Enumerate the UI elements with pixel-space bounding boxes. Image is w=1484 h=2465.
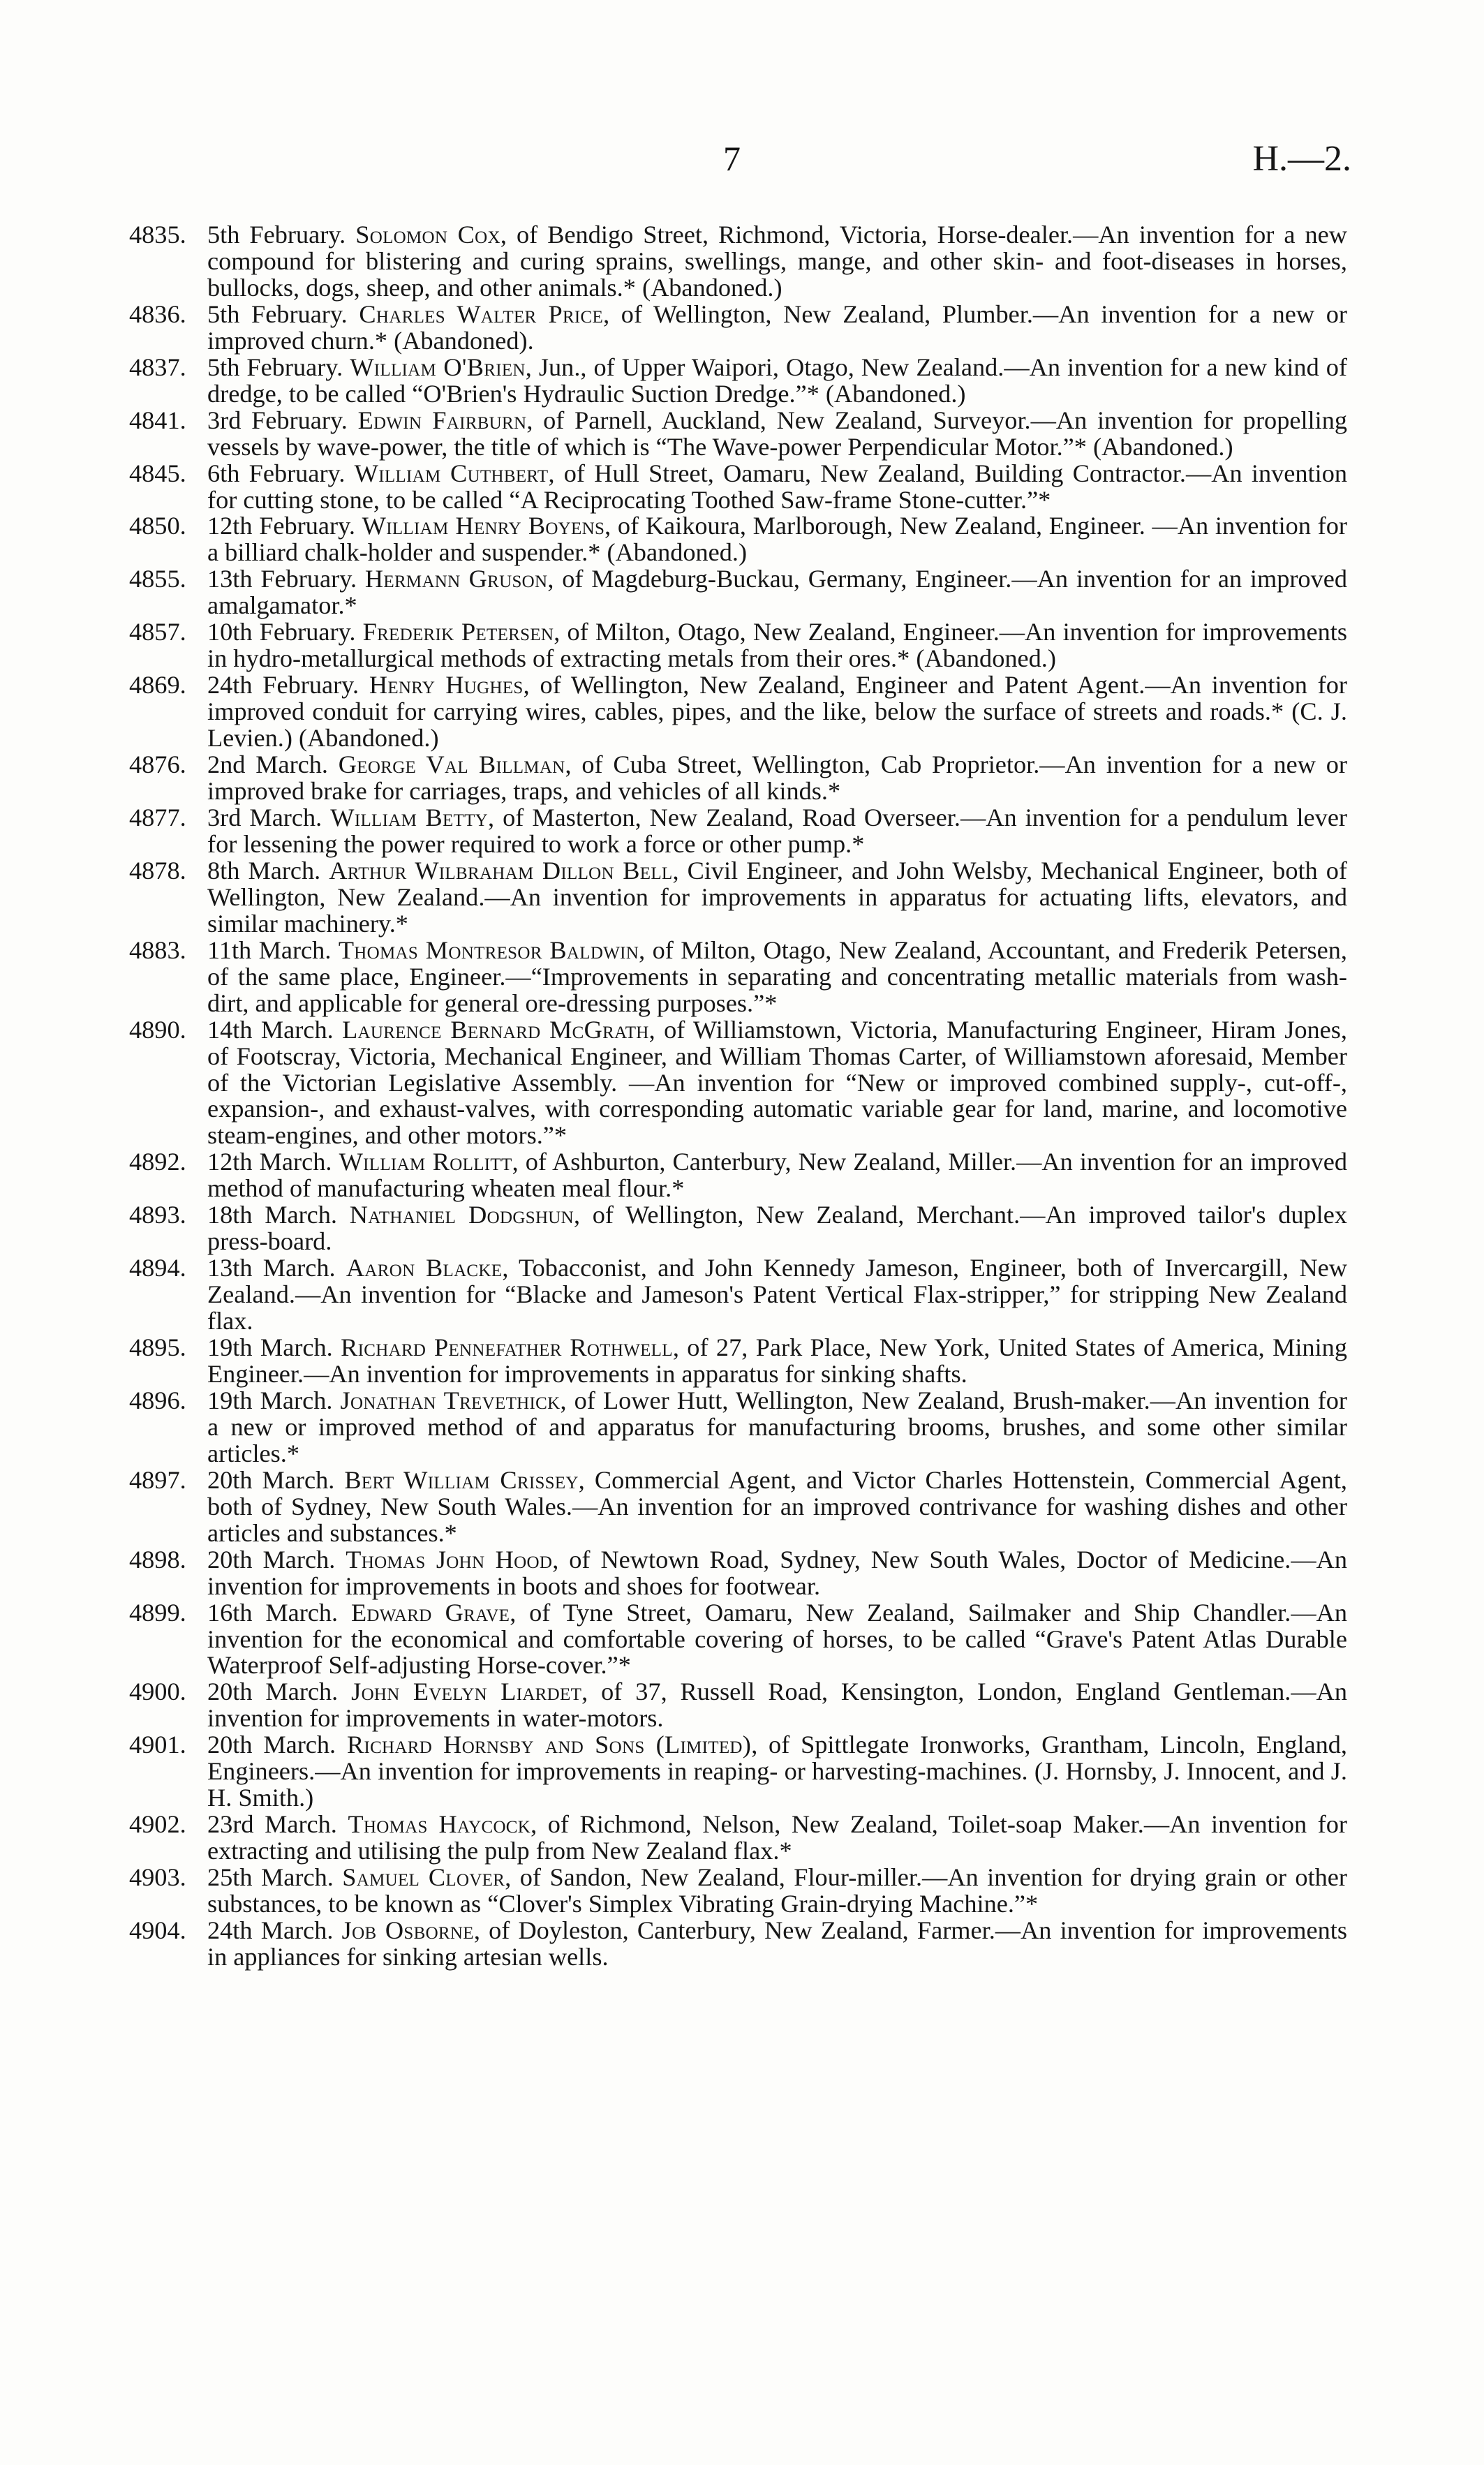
applicant-name: William Cuthbert	[354, 459, 549, 487]
entry-date: 16th March.	[207, 1598, 339, 1627]
entry-description: , of Wellington, New Zealand, Engineer and Patent Agent.—An invention for improved conduit for carrying wires, cables, pipes, and the like, below the surface of streets and roads.* (C. J. Levien.) (Abandoned.)	[207, 671, 1347, 753]
entry-date: 24th February.	[207, 671, 359, 699]
applicant-name: Thomas Haycock	[348, 1810, 531, 1839]
applicant-name: Job Osborne	[341, 1916, 474, 1944]
entry-date: 20th March.	[207, 1545, 336, 1574]
entry-description: , of Tyne Street, Oamaru, New Zealand, Sailmaker and Ship Chandler.—An invention for the economical and comfortable covering of horses, to be called “Grave's Patent Atlas Durable Waterproof Self-adjusting Horse-cover.”*	[207, 1598, 1347, 1680]
entry-date: 10th February.	[207, 618, 356, 646]
applicant-name: William O'Brien	[350, 353, 526, 381]
entry-number: 4836.	[129, 299, 186, 328]
entry-number: 4890.	[129, 1015, 186, 1044]
entry-description: , of Richmond, Nelson, New Zealand, Toilet-soap Maker.—An invention for extracting and utilising the pulp from New Zealand flax.*	[207, 1810, 1348, 1865]
entry-date: 13th February.	[207, 565, 357, 593]
patent-entry	[129, 1865, 1347, 1918]
patent-entry	[129, 1732, 1347, 1812]
patent-entry	[129, 1679, 1347, 1732]
patent-entry	[129, 1202, 1347, 1255]
entry-number: 4835.	[129, 221, 186, 249]
patent-entry	[129, 672, 1347, 752]
patent-entry	[129, 935, 1348, 1017]
entry-description: , of Wellington, New Zealand, Plumber.—An invention for a new or improved churn.* (Abandoned).	[207, 299, 1347, 355]
applicant-name: Laurence Bernard McGrath	[342, 1015, 649, 1044]
entry-description: , of Lower Hutt, Wellington, New Zealand, Brush-maker.—An invention for a new or improved method of and apparatus for manufacturing brooms, brushes, and some other similar articles.*	[207, 1386, 1347, 1467]
entry-date: 12th February.	[207, 512, 355, 540]
entry-number: 4883.	[129, 935, 186, 964]
entry-description: , of Kaikoura, Marlborough, New Zealand, Engineer. —An invention for a billiard chalk-holder and suspender.* (Abandoned.)	[207, 512, 1347, 567]
applicant-name: Richard Pennefather Rothwell	[341, 1333, 673, 1362]
patent-entry	[129, 1547, 1347, 1600]
entry-date: 14th March.	[207, 1015, 334, 1044]
entry-number: 4901.	[129, 1731, 186, 1759]
entry-number: 4895.	[129, 1333, 186, 1362]
applicant-name: Thomas Montresor Baldwin	[338, 935, 639, 964]
patent-entry	[129, 619, 1347, 672]
applicant-name: Richard Hornsby and Sons (Limited)	[346, 1731, 752, 1759]
entry-date: 8th March.	[207, 856, 321, 884]
patent-entry	[129, 1812, 1347, 1865]
entry-description: , Commercial Agent, and Victor Charles Hottenstein, Commercial Agent, both of Sydney, New South Wales.—An invention for an improved contrivance for washing dishes and other articles and substances.*	[207, 1465, 1347, 1547]
patent-entry	[129, 1017, 1347, 1150]
patent-entry	[129, 461, 1347, 514]
entry-number: 4896.	[129, 1386, 186, 1414]
entry-date: 20th March.	[207, 1678, 339, 1706]
entry-date: 13th March.	[207, 1254, 336, 1282]
patent-entry	[129, 1918, 1347, 1971]
patent-entry	[129, 1335, 1347, 1388]
entry-date: 5th February.	[207, 221, 346, 249]
patent-entry	[129, 408, 1347, 461]
applicant-name: Bert William Crissey	[344, 1465, 579, 1494]
entry-number: 4878.	[129, 856, 186, 884]
entry-description: , of Milton, Otago, New Zealand, Accountant, and Frederik Petersen, of the same place, Engineer.—“Improvements in separating and concentrating metallic materials from wash-dirt, and applicable for general ore-dressing purposes.”*	[207, 935, 1348, 1017]
entry-description: , of Williamstown, Victoria, Manufacturing Engineer, Hiram Jones, of Footscray, Victoria, Mechanical Engineer, and William Thomas Carter, of Williamstown aforesaid, Member of the Victorian Legislative Assembly. —An invention for “New or improved combined supply-, cut-off-, expansion-, and exhaust-valves, with corresponding automatic variable gear for land, marine, and locomotive steam-engines, and other motors.”*	[207, 1015, 1347, 1150]
entry-description: , Tobacconist, and John Kennedy Jameson, Engineer, both of Invercargill, New Zealand.—An invention for “Blacke and Jameson's Patent Vertical Flax-stripper,” for stripping New Zealand flax.	[207, 1254, 1348, 1335]
entry-number: 4894.	[129, 1254, 186, 1282]
entry-description: , Jun., of Upper Waipori, Otago, New Zealand.—An invention for a new kind of dredge, to be called “O'Brien's Hydraulic Suction Dredge.”* (Abandoned.)	[207, 353, 1347, 408]
applicant-name: Frederik Petersen	[362, 618, 554, 646]
entry-description: , of Parnell, Auckland, New Zealand, Surveyor.—An invention for propelling vessels by wave-power, the title of which is “The Wave-power Perpendicular Motor.”* (Abandoned.)	[207, 406, 1348, 461]
applicant-name: Edward Grave	[350, 1598, 510, 1627]
patent-entry	[129, 1149, 1347, 1202]
entry-number: 4869.	[129, 671, 186, 699]
entry-description: , of Cuba Street, Wellington, Cab Proprietor.—An invention for a new or improved brake for carriages, traps, and vehicles of all kinds.*	[207, 750, 1347, 806]
applicant-name: William Henry Boyens	[362, 512, 605, 540]
entry-date: 19th March.	[207, 1333, 333, 1362]
entry-number: 4877.	[129, 803, 186, 831]
applicant-name: Solomon Cox	[355, 221, 500, 249]
entry-number: 4850.	[129, 512, 186, 540]
entry-number: 4902.	[129, 1810, 186, 1839]
patent-entry	[129, 355, 1347, 408]
entry-number: 4876.	[129, 750, 186, 779]
entry-date: 11th March.	[207, 935, 332, 964]
entry-description: , of Ashburton, Canterbury, New Zealand, Miller.—An invention for an improved method of manufacturing wheaten meal flour.*	[207, 1148, 1347, 1203]
entry-date: 3rd March.	[207, 803, 322, 831]
applicant-name: William Betty	[330, 803, 489, 831]
patent-entry	[129, 1388, 1347, 1467]
entry-date: 6th February.	[207, 459, 346, 487]
applicant-name: Nathaniel Dodgshun	[349, 1201, 574, 1229]
entry-date: 5th February.	[207, 353, 343, 381]
entry-date: 3rd February.	[207, 406, 348, 434]
entry-description: , of 27, Park Place, New York, United States of America, Mining Engineer.—An invention for improvements in apparatus for sinking shafts.	[207, 1333, 1347, 1388]
entry-date: 18th March.	[207, 1201, 338, 1229]
patent-entry	[129, 1255, 1347, 1335]
entry-date: 2nd March.	[207, 750, 329, 779]
entry-number: 4857.	[129, 618, 186, 646]
entry-description: , of Sandon, New Zealand, Flour-miller.—An invention for drying grain or other substances, to be known as “Clover's Simplex Vibrating Grain-drying Machine.”*	[207, 1863, 1348, 1918]
entry-number: 4841.	[129, 406, 186, 434]
entry-date: 20th March.	[207, 1465, 335, 1494]
entry-date: 12th March.	[207, 1148, 332, 1176]
entry-description: , of Wellington, New Zealand, Merchant.—An improved tailor's duplex press-board.	[207, 1201, 1347, 1256]
document-reference: H.—2.	[1252, 139, 1351, 179]
entry-description: , of Hull Street, Oamaru, New Zealand, Building Contractor.—An invention for cutting stone, to be called “A Reciprocating Toothed Saw-frame Stone-cutter.”*	[207, 459, 1347, 514]
entry-description: , of Bendigo Street, Richmond, Victoria, Horse-dealer.—An invention for a new compound for blistering and curing sprains, swellings, mange, and other skin- and foot-diseases in horses, bullocks, dogs, sheep, and other animals.* (Abandoned.)	[207, 221, 1348, 302]
patent-entry	[129, 299, 1347, 355]
entry-number: 4899.	[129, 1598, 186, 1627]
entry-number: 4898.	[129, 1545, 186, 1574]
entry-number: 4837.	[129, 353, 186, 381]
patent-entry	[129, 858, 1347, 938]
entry-number: 4900.	[129, 1678, 186, 1706]
applicant-name: George Val Billman	[338, 750, 565, 779]
entry-number: 4855.	[129, 565, 186, 593]
applicant-name: Henry Hughes	[369, 671, 524, 699]
entry-number: 4897.	[129, 1465, 186, 1494]
applicant-name: William Rollitt	[339, 1148, 512, 1176]
applicant-name: Charles Walter Price	[359, 299, 604, 328]
entry-number: 4892.	[129, 1148, 186, 1176]
page-number: 7	[723, 139, 741, 178]
entry-date: 23rd March.	[207, 1810, 337, 1839]
entry-description: , of Milton, Otago, New Zealand, Engineer.—An invention for improvements in hydro-metallurgical methods of extracting metals from their ores.* (Abandoned.)	[207, 618, 1347, 673]
patent-entry	[129, 805, 1347, 858]
page-header	[0, 138, 1484, 194]
applicant-name: Jonathan Trevethick	[340, 1386, 561, 1414]
entry-description: , Civil Engineer, and John Welsby, Mechanical Engineer, both of Wellington, New Zealand.—An invention for improvements in apparatus for actuating lifts, elevators, and similar machinery.*	[207, 856, 1348, 938]
entry-description: , of Spittlegate Ironworks, Grantham, Lincoln, England, Engineers.—An invention for improvements in reaping- or harvesting-machines. (J. Hornsby, J. Innocent, and J. H. Smith.)	[207, 1731, 1347, 1812]
patent-entry	[129, 1467, 1347, 1547]
patent-entry	[129, 513, 1347, 566]
applicant-name: Aaron Blacke	[346, 1254, 503, 1282]
entry-date: 5th February.	[207, 299, 348, 328]
applicant-name: Hermann Gruson	[364, 565, 548, 593]
patent-entry	[129, 222, 1347, 302]
entry-description: , of Masterton, New Zealand, Road Overseer.—An invention for a pendulum lever for lessening the power required to work a force or other pump.*	[207, 803, 1348, 858]
entry-description: , of Magdeburg-Buckau, Germany, Engineer.—An invention for an improved amalgamator.*	[207, 565, 1347, 620]
entry-date: 20th March.	[207, 1731, 336, 1759]
patent-entry-list	[129, 222, 1347, 1971]
patent-entry	[129, 752, 1347, 805]
entry-number: 4903.	[129, 1863, 186, 1892]
entry-number: 4845.	[129, 459, 186, 487]
entry-description: , of Doyleston, Canterbury, New Zealand, Farmer.—An invention for improvements in appliances for sinking artesian wells.	[207, 1916, 1348, 1971]
applicant-name: Samuel Clover	[342, 1863, 505, 1892]
patent-entry	[129, 1600, 1347, 1680]
applicant-name: Thomas John Hood	[346, 1545, 553, 1574]
entry-date: 19th March.	[207, 1386, 333, 1414]
entry-number: 4893.	[129, 1201, 186, 1229]
entry-date: 25th March.	[207, 1863, 334, 1892]
patent-entry	[129, 566, 1347, 619]
entry-number: 4904.	[129, 1916, 186, 1944]
entry-description: , of Newtown Road, Sydney, New South Wales, Doctor of Medicine.—An invention for improvements in boots and shoes for footwear.	[207, 1545, 1347, 1600]
entry-description: , of 37, Russell Road, Kensington, London, England Gentleman.—An invention for improvements in water-motors.	[207, 1678, 1347, 1733]
entry-date: 24th March.	[207, 1916, 334, 1944]
applicant-name: Arthur Wilbraham Dillon Bell	[329, 856, 673, 884]
applicant-name: John Evelyn Liardet	[351, 1678, 582, 1706]
applicant-name: Edwin Fairburn	[357, 406, 527, 434]
